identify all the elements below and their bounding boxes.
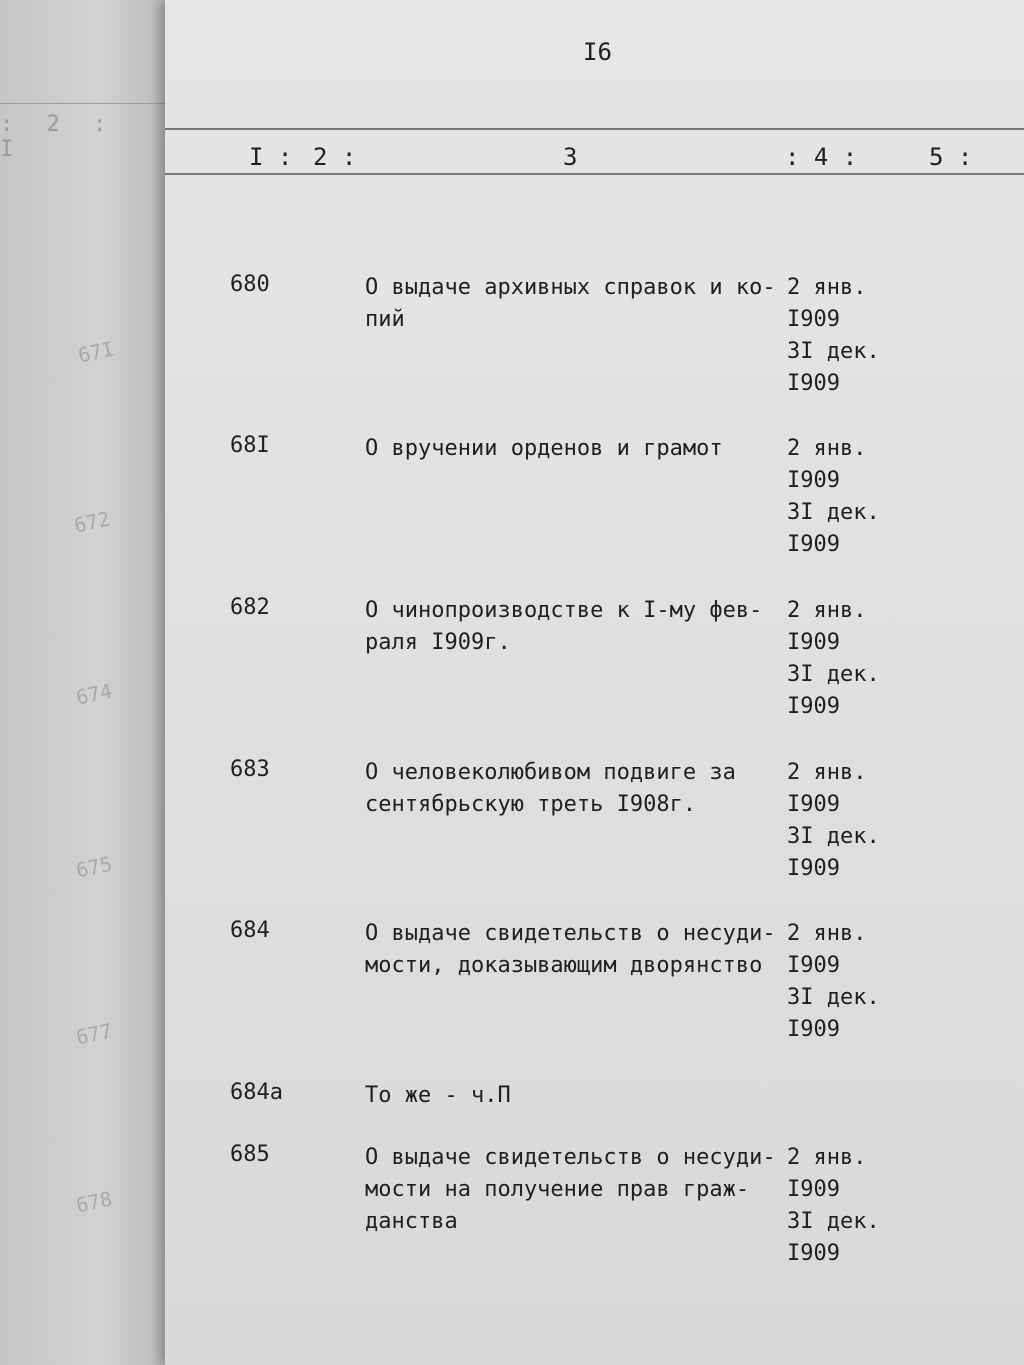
entry-number: 680	[230, 272, 270, 297]
column-header-3: 3	[563, 143, 578, 171]
gutter-margin-number: 672	[71, 506, 113, 538]
entry-number: 682	[230, 595, 270, 620]
inventory-entry	[165, 433, 1024, 557]
entry-title: О человеколюбивом подвиге за сентябрьскую треть I908г.	[365, 760, 736, 817]
entry-title: О выдаче свидетельств о несуди- мости на получение прав граж- данства	[365, 1145, 776, 1234]
entry-title: О выдаче свидетельств о несуди- мости, доказывающим дворянство	[365, 921, 776, 978]
column-header-1: I :	[249, 143, 293, 171]
entry-dates: 2 янв. I909 3I дек. I909	[787, 436, 880, 557]
header-top-rule	[165, 128, 1024, 130]
entry-number: 683	[230, 757, 270, 782]
gutter-margin-number: 678	[73, 1186, 115, 1218]
inventory-entry	[165, 272, 1024, 396]
inventory-page	[165, 0, 1024, 1365]
entry-dates: 2 янв. I909 3I дек. I909	[787, 1145, 880, 1266]
column-header-4: : 4 :	[785, 143, 858, 171]
inventory-entry	[165, 757, 1024, 881]
gutter-margin-number: 67I	[75, 336, 117, 368]
header-bottom-rule	[165, 173, 1024, 175]
entry-number: 684а	[230, 1080, 283, 1105]
entry-number: 685	[230, 1142, 270, 1167]
column-header-2: 2 :	[313, 143, 357, 171]
page-number: I6	[583, 38, 612, 66]
inventory-entry	[165, 1080, 1024, 1108]
inventory-entry	[165, 918, 1024, 1042]
entry-number: 684	[230, 918, 270, 943]
entry-dates: 2 янв. I909 3I дек. I909	[787, 921, 880, 1042]
entry-title: О вручении орденов и грамот	[365, 436, 723, 461]
entry-title: О чинопроизводстве к I-му фев- раля I909г.	[365, 598, 763, 655]
entry-dates: 2 янв. I909 3I дек. I909	[787, 275, 880, 396]
gutter-column-header: : 2 : I	[0, 112, 117, 162]
entry-dates: 2 янв. I909 3I дек. I909	[787, 760, 880, 881]
column-header-5: 5 :	[929, 143, 973, 171]
entry-dates: 2 янв. I909 3I дек. I909	[787, 598, 880, 719]
entry-title: О выдаче архивных справок и ко- пий	[365, 275, 776, 332]
gutter-margin-number: 677	[73, 1018, 115, 1050]
inventory-entry	[165, 595, 1024, 719]
entry-number: 68I	[230, 433, 270, 458]
gutter-rule	[0, 103, 165, 104]
gutter-margin-number: 674	[73, 678, 115, 710]
entry-title: То же - ч.П	[365, 1083, 511, 1108]
left-gutter-page-edge	[0, 0, 165, 1365]
inventory-entry	[165, 1142, 1024, 1266]
gutter-margin-number: 675	[73, 851, 115, 883]
